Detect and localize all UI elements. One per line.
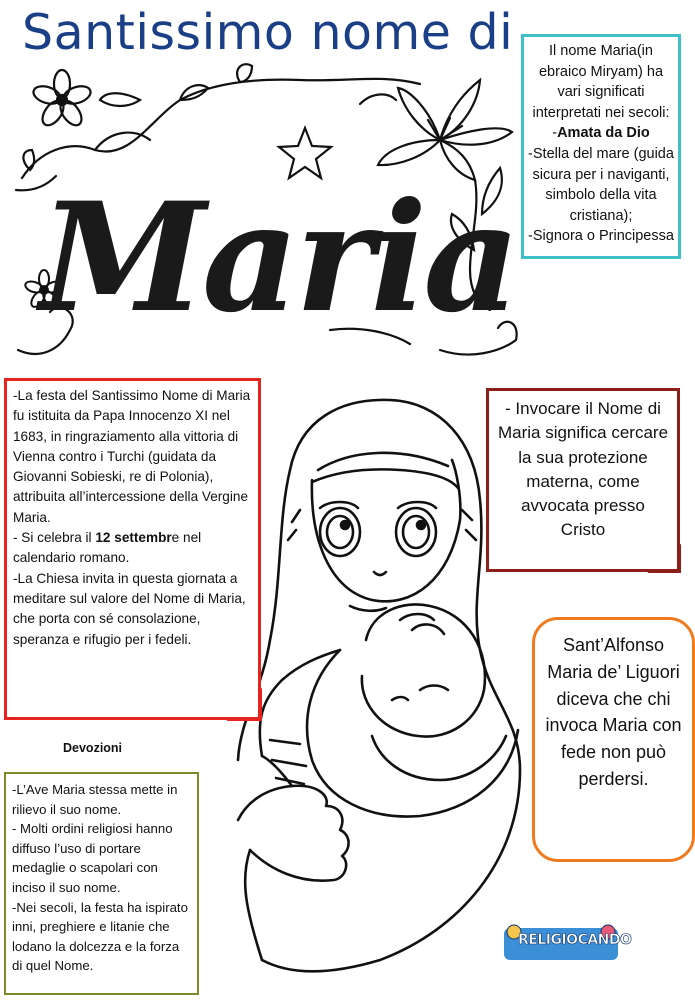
- meaning-item-3: -Signora o Principessa: [528, 228, 674, 245]
- festa-p2-after: e nel calendario romano.: [13, 530, 202, 566]
- page-title: Santissimo nome di: [22, 4, 514, 61]
- devozioni-paragraph-1: -L’Ave Maria stessa mette in rilievo il suo nome.: [12, 782, 178, 817]
- meaning-intro: Il nome Maria(in ebraico Miryam) ha vari significati interpretati nei secoli:: [532, 43, 670, 121]
- festa-date: 12 settembr: [95, 530, 172, 546]
- virgin-mary-drawing: [238, 400, 520, 971]
- alfonso-quote-box: [532, 617, 695, 862]
- religiocando-logo: [500, 922, 632, 966]
- meaning-item-2: -Stella del mare (guida sicura per i naviganti, simbolo della vita cristiana);: [528, 145, 674, 224]
- meaning-bold: Amata da Dio: [557, 125, 650, 142]
- festa-p2-before: - Si celebra il: [13, 530, 96, 546]
- logo-text: RELIGIOCANDO: [518, 932, 632, 948]
- festa-paragraph-2: [13, 528, 253, 569]
- festa-paragraph-1: -La festa del Santissimo Nome di Maria fu istituita da Papa Innocenzo XI nel 1683, in ringraziamento alla vittoria di Vienna contro i Turchi (guidata da Giovanni Sobieski, re di Polonia), attribuita all’intercessione della Vergine Maria.: [13, 388, 251, 525]
- alfonso-text: Sant’Alfonso Maria de’ Liguori diceva che chi invoca Maria con fede non può perdersi.: [545, 635, 682, 789]
- meaning-item-1: [528, 123, 674, 144]
- invocare-box: [486, 388, 680, 572]
- hero-word: Maria: [40, 170, 517, 346]
- devozioni-box: [4, 772, 199, 995]
- devozioni-paragraph-3: -Nei secoli, la festa ha ispirato inni, preghiere e litanie che lodano la dolcezza e la forza di quel Nome.: [12, 899, 188, 974]
- invocare-text: - Invocare il Nome di Maria significa cercare la sua protezione materna, come avvocata presso Cristo: [497, 399, 669, 540]
- festa-paragraph-3: -La Chiesa invita in questa giornata a meditare sul valore del Nome di Maria, che porta con sé consolazione, speranza e rifugio per i fedeli.: [13, 570, 246, 647]
- devozioni-heading: Devozioni: [63, 741, 123, 755]
- devozioni-paragraph-2: - Molti ordini religiosi hanno diffuso l’uso di portare medaglie o scapolari con inciso il suo nome.: [12, 821, 173, 895]
- meaning-dash: -: [552, 125, 558, 142]
- festa-box: [4, 378, 261, 720]
- meaning-box: [521, 34, 681, 259]
